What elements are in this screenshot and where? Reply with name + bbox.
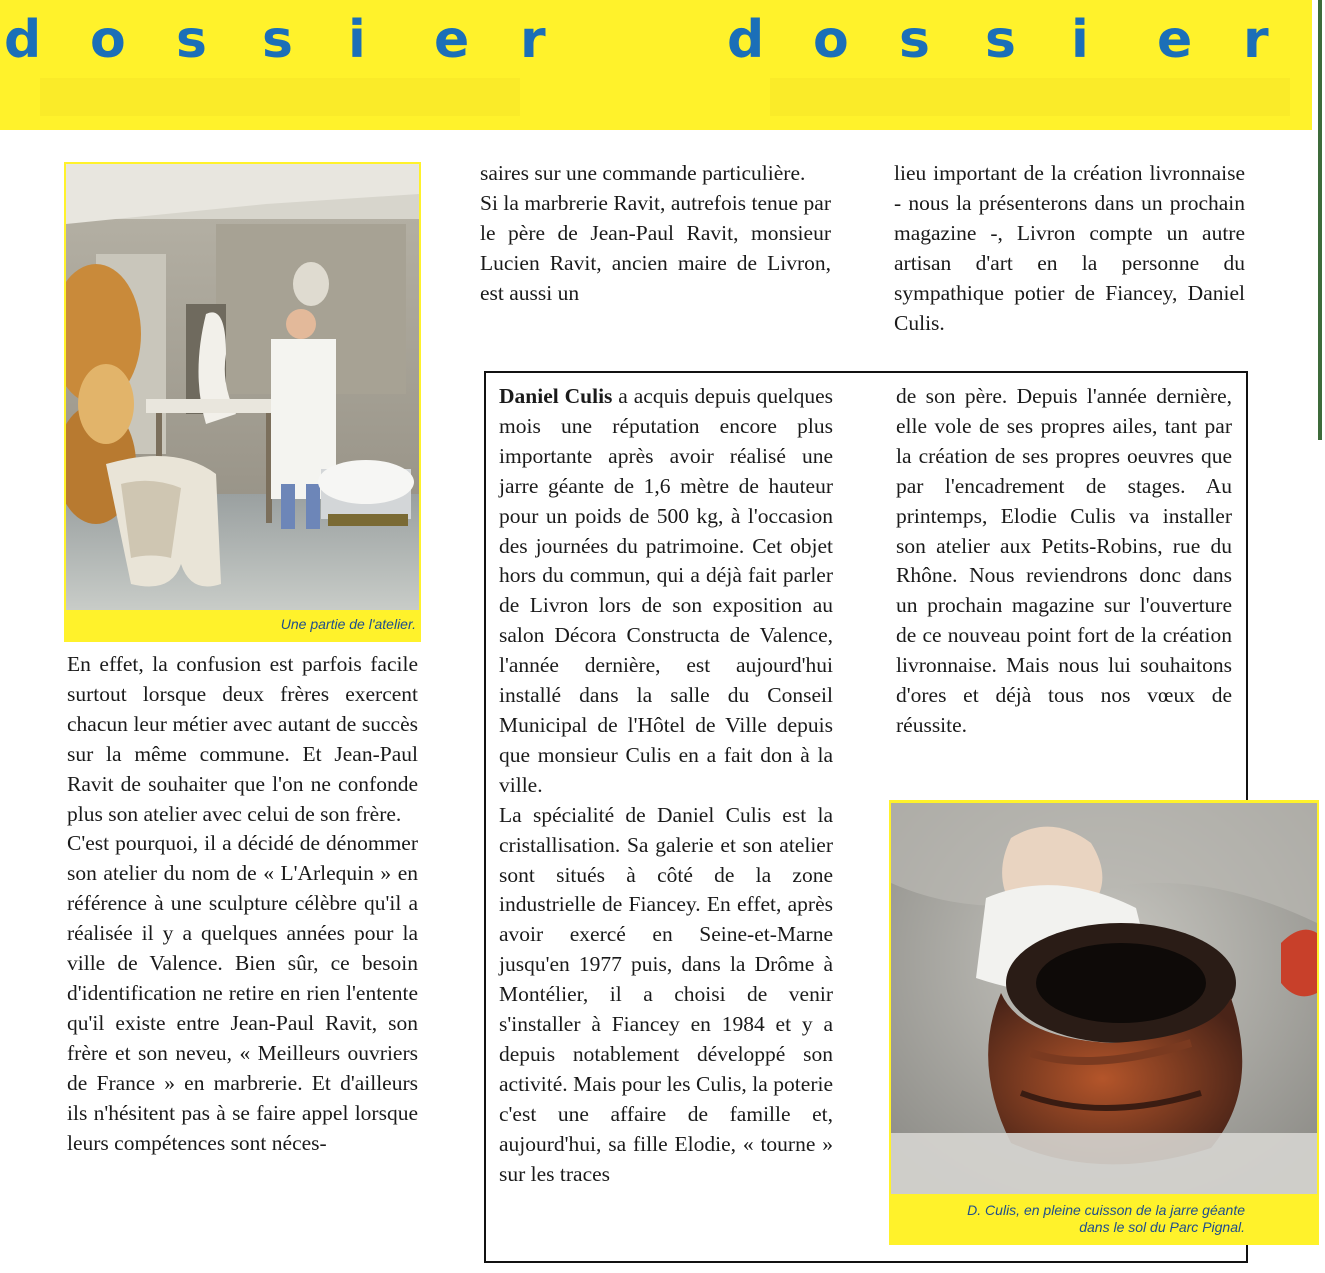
header-ghost-right: [770, 78, 1290, 116]
left-paragraph-1: En effet, la confusion est parfois facile surtout lorsque deux frères exercent chacun leur métier avec autant de succès sur la même commune. Et Jean-Paul Ravit de souhaiter que l'on ne confonde plus son atelier avec celui de son frère.: [67, 652, 418, 826]
figure-jar-caption: [899, 1202, 1245, 1236]
column-left: [67, 650, 418, 1158]
column-middle-top: [480, 159, 831, 309]
box-column-left: [499, 382, 833, 1189]
figure-jar: [889, 800, 1319, 1245]
header-ghost-left: [40, 78, 520, 116]
middle-paragraph-1: saires sur une commande particulière.: [480, 161, 806, 185]
figure-jar-caption-line-2: dans le sol du Parc Pignal.: [1079, 1219, 1245, 1235]
box-left-paragraph-2: La spécialité de Daniel Culis est la cristallisation. Sa galerie et son atelier sont situés à côté de la zone industrielle de Fiancey. En effet, après avoir exercé en Seine-et-Marne jusqu'en 1977 puis, dans la Drôme à Montélier, il a choisi de venir s'installer à Fiancey en 1984 et y a depuis notablement développé son activité. Mais pour les Culis, la poterie c'est une affaire de famille et, aujourd'hui, sa fille Elodie, « tourne » sur les traces: [499, 802, 833, 1186]
workshop-photo: [66, 164, 419, 610]
header-word-right: d o s s i e r: [727, 10, 1269, 70]
right-paragraph-1: lieu important de la création livronnaise - nous la présenterons dans un prochain magazine -, Livron compte un autre artisan d'art en la personne du sympathique potier de Fiancey, Daniel Culis.: [894, 161, 1245, 335]
page-edge-line: [1318, 0, 1322, 440]
left-paragraph-2: C'est pourquoi, il a décidé de dénommer son atelier du nom de « L'Arlequin » en référence à une sculpture célèbre qu'il a réalisée il y a quelques années pour la ville de Valence. Bien sûr, ce besoin d'identification ne retire en rien l'entente qu'il existe entre Jean-Paul Ravit, son frère et son neveu, « Meilleurs ouvriers de France » en marbrerie. Et d'ailleurs ils n'hésitent pas à se faire appel lorsque leurs compétences sont néces-: [67, 831, 418, 1155]
figure-workshop-caption: Une partie de l'atelier.: [280, 616, 416, 632]
middle-paragraph-2: Si la marbrerie Ravit, autrefois tenue par le père de Jean-Paul Ravit, monsieur Lucien Ravit, ancien maire de Livron, est aussi un: [480, 190, 831, 305]
column-right-top: [894, 159, 1245, 338]
figure-workshop: [64, 162, 421, 642]
header-band: [0, 0, 1312, 130]
box-column-right: [896, 382, 1232, 741]
box-left-paragraph-1-text: a acquis depuis quelques mois une réputation encore plus importante après avoir réalisé une jarre géante de 1,6 mètre de hauteur pour un poids de 500 kg, à l'occasion des journées du patrimoine. Cet objet hors du commun, qui a déjà fait parler de Livron lors de son exposition au salon Décora Constructa de Valence, l'année dernière, est aujourd'hui installé dans la salle du Conseil Municipal de l'Hôtel de Ville depuis que monsieur Culis en a fait don à la ville.: [499, 384, 833, 797]
box-lead-name: Daniel Culis: [499, 384, 613, 408]
header-word-left: d o s s i e r: [4, 10, 546, 70]
box-right-paragraph-1: de son père. Depuis l'année dernière, elle vole de ses propres ailes, tant par la création de ses propres oeuvres que par l'encadrement de stages. Au printemps, Elodie Culis va installer son atelier aux Petits-Robins, rue du Rhône. Nous reviendrons donc dans un prochain magazine sur l'ouverture de ce nouveau point fort de la création livronnaise. Mais nous lui souhaitons d'ores et déjà tous nos vœux de réussite.: [896, 384, 1232, 737]
figure-jar-caption-line-1: D. Culis, en pleine cuisson de la jarre géante: [967, 1202, 1245, 1218]
box-left-paragraph-1: [499, 382, 833, 801]
jar-photo: [891, 803, 1317, 1194]
